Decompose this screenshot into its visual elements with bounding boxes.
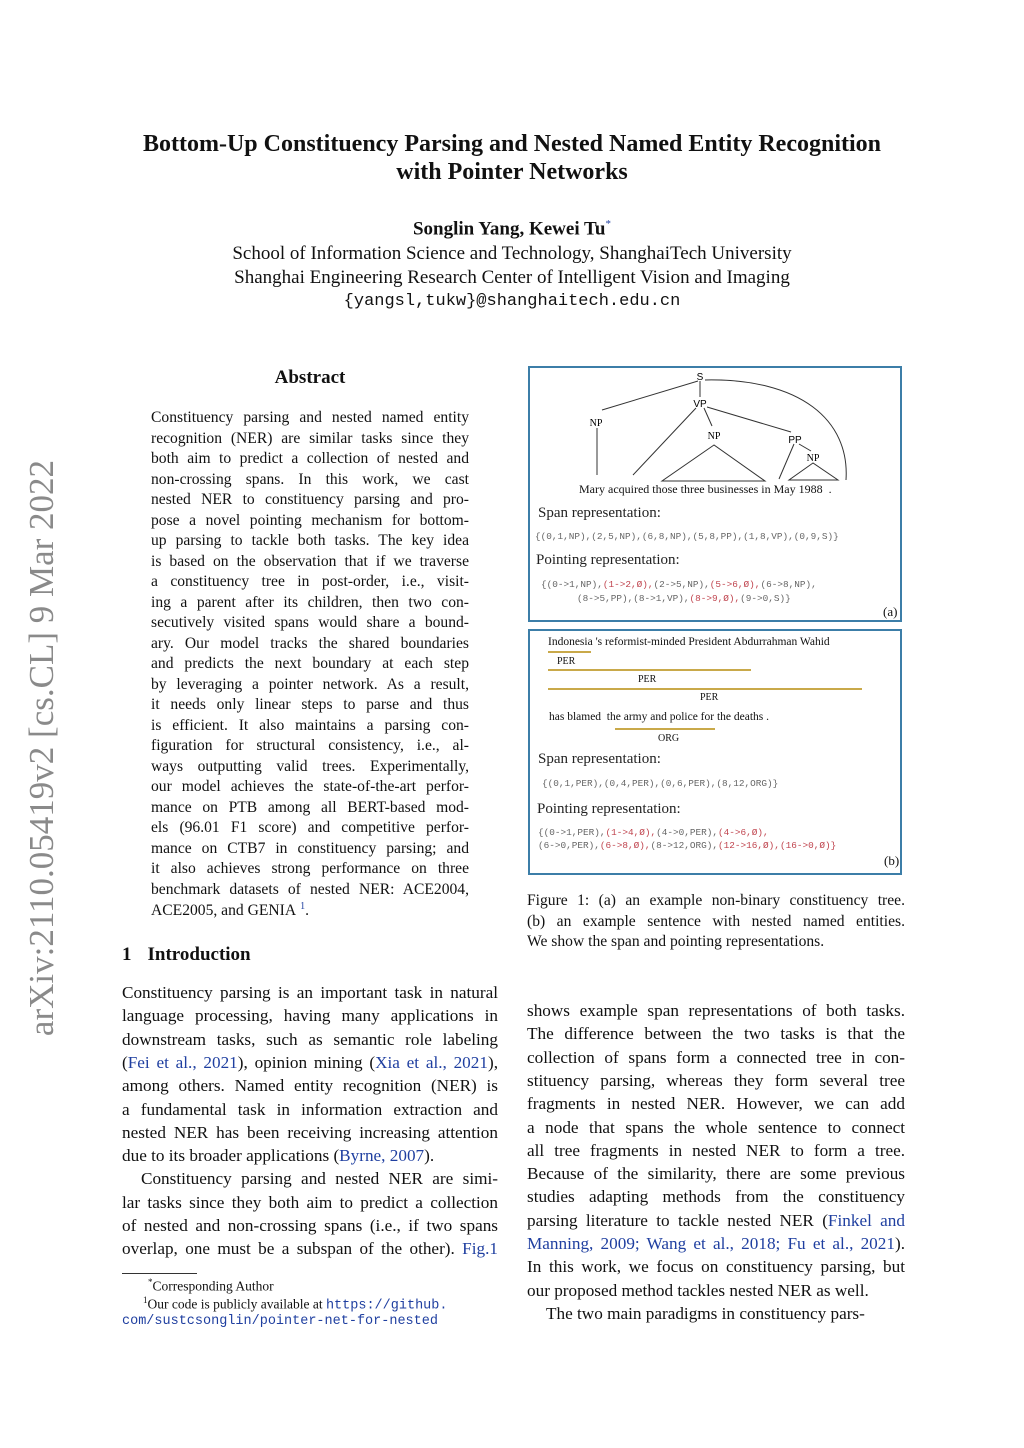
text-line: studies adapting methods from the constituency: [527, 1187, 905, 1207]
tree-sentence: Mary acquired those three businesses in May 1988 .: [579, 482, 832, 496]
pointer-segment: (8->5,PP),(8->1,VP),: [577, 593, 690, 604]
footnote-mark: 1: [143, 1295, 148, 1305]
text-line: non-crossing spans. In this work, we cast: [151, 470, 469, 488]
text-line: among others. Named entity recognition (NER) is: [122, 1076, 498, 1096]
footnote-text: Corresponding Author: [152, 1278, 274, 1294]
footnote-mark: *: [148, 1277, 153, 1287]
text-line: of nested and non-crossing spans (i.e., if two spans: [122, 1216, 498, 1235]
text-line: a constituency tree in post-order, i.e., visit-: [151, 573, 469, 590]
null-pointer-segment: (8->9,Ø),: [689, 593, 741, 604]
tree-node-np: NP: [806, 453, 820, 464]
entity-underline: [548, 688, 862, 690]
text-line: up parsing to tackle both tasks. The key idea: [151, 532, 469, 549]
tree-edge: [707, 407, 791, 432]
text-line: parsing literature to tackle nested NER (Finkel and: [527, 1210, 905, 1230]
subfigure-label-a: (a): [883, 604, 898, 619]
tree-edge: [633, 408, 696, 475]
text-line: Constituency parsing is an important task in natural: [122, 983, 498, 1002]
affiliation-1: School of Information Science and Technology, ShanghaiTech University: [232, 243, 792, 264]
text-line: it also achieves strong performance on three: [151, 860, 469, 877]
email: {yangsl,tukw}@shanghaitech.edu.cn: [343, 292, 681, 311]
text-line: downstream tasks, such as semantic role labeling: [122, 1029, 498, 1049]
text-line: our proposed method tackles nested NER as well.: [527, 1280, 869, 1300]
citation-link[interactable]: Byrne, 2007: [339, 1146, 425, 1166]
footnote-corresponding: [148, 1277, 274, 1295]
text-line: a fundamental task in information extraction and: [122, 1099, 498, 1119]
tree-edge: [705, 380, 846, 480]
entity-underline: [548, 651, 591, 653]
text-line: nested NER has been receiving increasing attention: [122, 1122, 498, 1142]
span-heading-a: Span representation:: [538, 505, 661, 521]
text-line: due to its broader applications (Byrne, 2007).: [122, 1146, 435, 1166]
text-line: The difference between the two tasks is that the: [527, 1024, 905, 1044]
entity-underline: [548, 669, 751, 671]
tree-node-s: S: [696, 372, 704, 383]
arxiv-stamp: arXiv:2110.05419v2 [cs.CL] 9 Mar 2022: [22, 459, 61, 1037]
section-heading: [122, 944, 251, 966]
text-line: secutively visited spans would share a bound-: [151, 614, 469, 631]
subfigure-label-b: (b): [884, 853, 900, 868]
null-pointer-segment: (5->6,Ø),: [709, 579, 761, 590]
tree-edge: [602, 381, 698, 410]
tree-node-vp: VP: [693, 399, 707, 410]
paper-title-line-1: Bottom-Up Constituency Parsing and Nested Named Entity Recognition: [143, 131, 881, 157]
text-line: mance on PTB among all BERT-based mod-: [151, 798, 469, 816]
tree-node-pp: PP: [788, 435, 802, 446]
ner-sentence-2: has blamed the army and police for the deaths .: [549, 711, 770, 723]
footnote-code: [143, 1295, 447, 1314]
author-names: Songlin Yang, Kewei Tu: [412, 218, 606, 240]
text-line: nested NER to constituency parsing and pro-: [151, 491, 469, 508]
affiliation-2: Shanghai Engineering Research Center of Intelligent Vision and Imaging: [234, 267, 790, 288]
pointer-segment: (2->5,NP),: [653, 579, 710, 590]
text-line: recognition (NER) are similar tasks since they: [151, 429, 469, 447]
pointing-heading-b: Pointing representation:: [537, 801, 681, 817]
pointing-heading-a: Pointing representation:: [536, 552, 680, 568]
text-line: Manning, 2009; Wang et al., 2018; Fu et al., 2021).: [527, 1234, 905, 1253]
text-line: ing a parent after its children, then two con-: [151, 593, 469, 611]
text-line: ACE2005, and GENIA $^1$.: [151, 901, 309, 920]
text-line: benchmark datasets of nested NER: ACE2004,: [151, 880, 469, 898]
ner-sentence-1: Indonesia 's reformist-minded President Abdurrahman Wahid: [548, 636, 830, 648]
text-line: lar tasks since they both aim to predict a collection: [122, 1192, 498, 1212]
figure-caption-line: Figure 1: (a) an example non-binary constituency tree.: [527, 892, 905, 909]
text-line: Constituency parsing and nested named entity: [151, 409, 469, 426]
pointing-line: [538, 827, 769, 838]
text-line: pose a novel pointing mechanism for bottom-: [151, 511, 469, 529]
text-line: overlap, one must be a subspan of the other). Fig.1: [122, 1239, 498, 1259]
null-pointer-segment: (16->0,Ø)}: [779, 840, 837, 851]
tree-triangle: [662, 445, 765, 481]
null-pointer-segment: (1->4,Ø),: [605, 827, 657, 838]
pointer-segment: {(0->1,NP),: [541, 579, 603, 590]
citation-link[interactable]: Fei et al., 2021: [127, 1052, 238, 1072]
text-line: and predicts the next boundary at each step: [151, 655, 469, 672]
null-pointer-segment: (4->6,Ø),: [718, 827, 769, 838]
span-representation-a: {(0,1,NP),(2,5,NP),(6,8,NP),(5,8,PP),(1,8,VP),(0,9,S)}: [535, 531, 839, 542]
text-line: by leveraging a pointer network. As a result,: [151, 675, 469, 693]
text-line: (Fei et al., 2021), opinion mining (Xia et al., 2021),: [122, 1052, 498, 1072]
span-representation-b: {(0,1,PER),(0,4,PER),(0,6,PER),(8,12,ORG)}: [542, 778, 779, 789]
figure-caption-line: (b) an example sentence with nested named entities.: [527, 913, 905, 930]
text-line: Constituency parsing and nested NER are simi-: [141, 1169, 498, 1189]
entity-label: PER: [638, 674, 657, 685]
constituency-tree: [0, 0, 1024, 640]
section-number: 1: [122, 944, 132, 965]
code-link-continued[interactable]: com/sustcsonglin/pointer-net-for-nested: [122, 1314, 438, 1329]
code-link[interactable]: https://github.: [325, 1298, 448, 1314]
pointer-segment: (6->0,PER),: [538, 840, 600, 851]
pointer-segment: (4->0,PER),: [656, 827, 719, 838]
tree-triangle: [789, 463, 838, 480]
text-line: ways outputting valid trees. Experimentally,: [151, 757, 469, 775]
section-title: Introduction: [147, 944, 251, 965]
span-heading-b: Span representation:: [538, 751, 661, 767]
entity-label: ORG: [658, 733, 680, 744]
pointing-line: [538, 840, 836, 851]
tree-edge: [704, 408, 712, 426]
tree-node-np: NP: [707, 431, 721, 442]
footnote-rule: [122, 1273, 197, 1274]
null-pointer-segment: (1->2,Ø),: [602, 579, 654, 590]
abstract-heading: Abstract: [274, 367, 346, 388]
text-line: Because of the similarity, there are some previous: [527, 1164, 905, 1184]
figure-caption-line: We show the span and pointing representations.: [527, 933, 825, 950]
entity-label: PER: [557, 656, 576, 667]
null-pointer-segment: (6->8,Ø),: [599, 840, 651, 851]
text-line: language processing, having many applications in: [122, 1006, 498, 1026]
citation-link[interactable]: Fig.1: [462, 1239, 498, 1259]
text-line: all tree fragments in nested NER to form a tree.: [527, 1140, 905, 1160]
pointer-segment: (8->12,ORG),: [650, 840, 719, 851]
text-line: it needs only linear steps to parse and thus: [151, 696, 469, 713]
footnote-text: Our code is publicly available at: [147, 1296, 326, 1312]
text-line: figuration for structural consistency, i.e., al-: [151, 737, 469, 754]
text-line: fragments in nested NER. However, we can add: [527, 1094, 905, 1114]
null-pointer-segment: (12->16,Ø),: [718, 840, 780, 851]
text-line: els (96.01 F1 score) and competitive perfor-: [151, 819, 469, 836]
text-line: both aim to predict a collection of nested and: [151, 450, 469, 467]
text-line: ary. Our model tracks the shared boundaries: [151, 634, 469, 652]
citation-link[interactable]: Xia et al., 2021: [375, 1052, 488, 1072]
text-line: stituency parsing, whereas they form several tree: [527, 1070, 905, 1090]
tree-edge: [779, 444, 794, 479]
text-line: is based on the observation that if we traverse: [151, 552, 469, 570]
text-line: mance on CTB7 in constituency parsing; and: [151, 839, 469, 857]
pointer-segment: {(0->1,PER),: [538, 827, 606, 838]
text-line: collection of spans form a connected tree in con-: [527, 1047, 905, 1067]
text-line: a node that spans the whole sentence to connect: [527, 1117, 905, 1137]
entity-underline: [615, 728, 715, 730]
text-line: our model achieves the state-of-the-art perfor-: [151, 778, 469, 795]
text-line: shows example span representations of both tasks.: [527, 1001, 905, 1020]
text-line: is efficient. It also maintains a parsing con-: [151, 716, 469, 734]
footnote-ref[interactable]: 1: [300, 901, 306, 912]
paper-title-line-2: with Pointer Networks: [396, 159, 628, 185]
tree-node-np: NP: [589, 418, 603, 429]
entity-label: PER: [700, 692, 719, 703]
pointer-segment: (9->0,S)}: [740, 593, 791, 604]
text-line: The two main paradigms in constituency pars-: [546, 1303, 865, 1323]
pointing-line: [577, 593, 791, 604]
citation-link[interactable]: Finkel and: [827, 1210, 905, 1230]
text-line: In this work, we focus on constituency parsing, but: [527, 1257, 905, 1277]
citation-link[interactable]: Manning, 2009; Wang et al., 2018; Fu et al., 2021: [527, 1234, 895, 1253]
pointer-segment: (6->8,NP),: [760, 579, 817, 590]
pointing-line: [541, 579, 817, 590]
author-mark: *: [605, 218, 612, 230]
